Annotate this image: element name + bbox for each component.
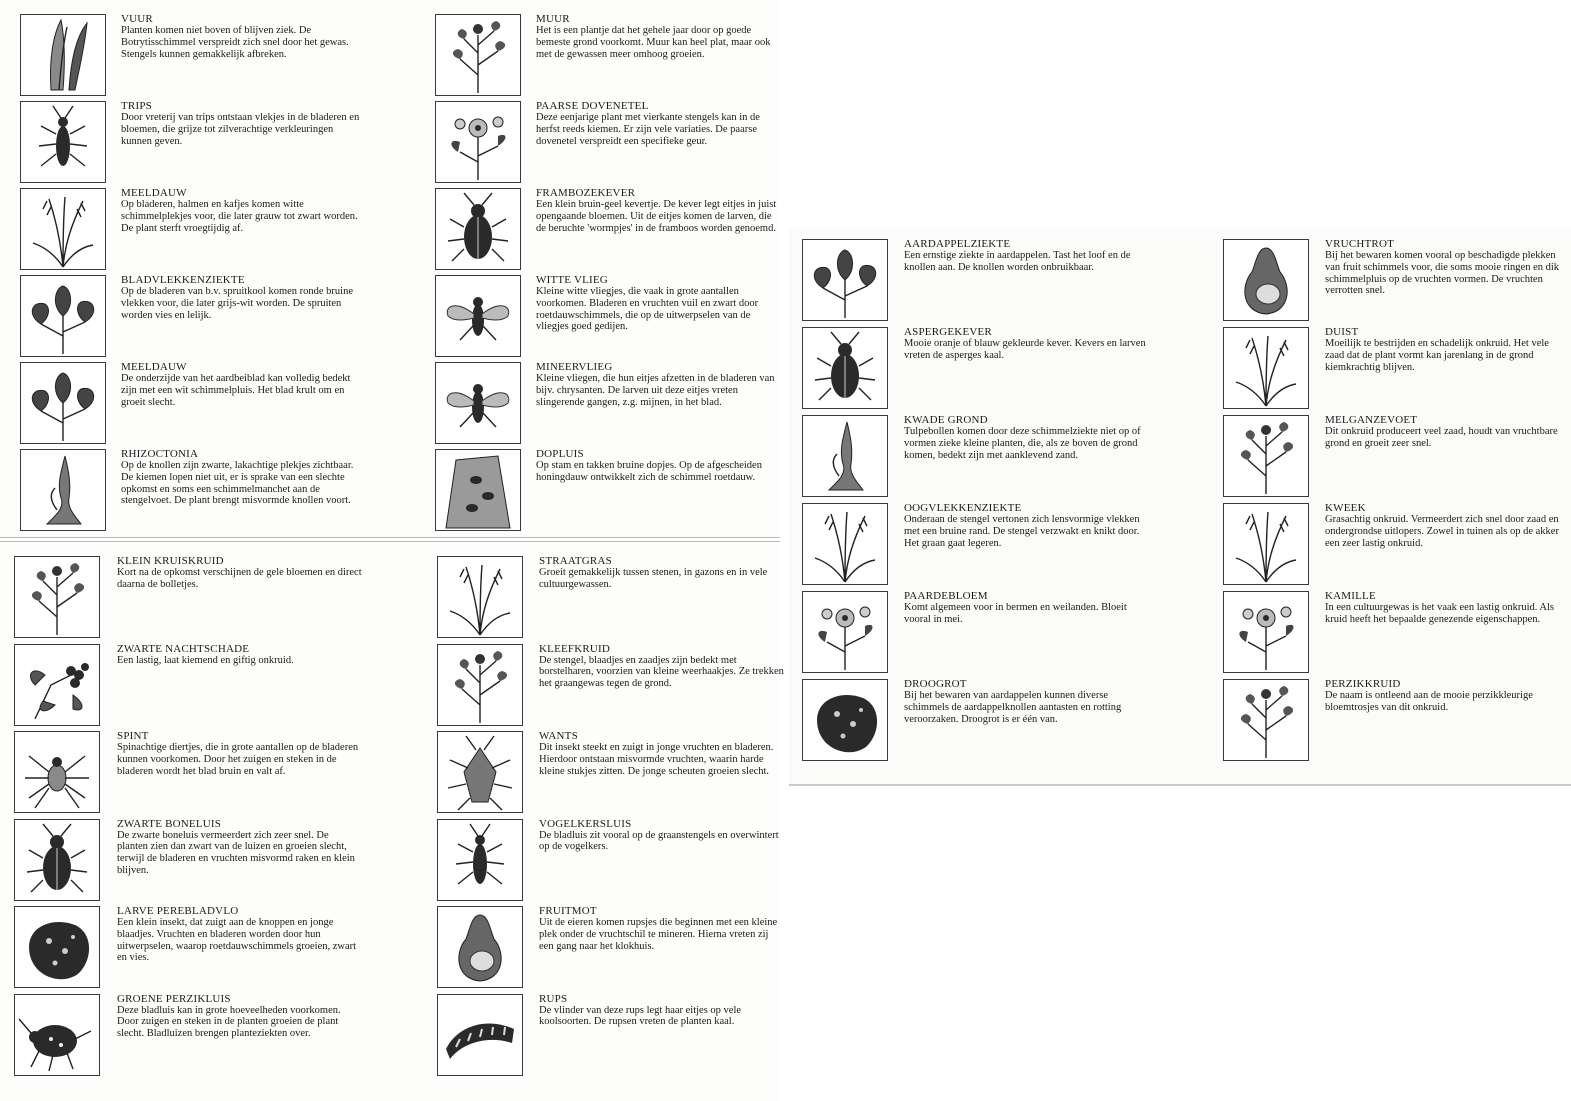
- grass-icon: [437, 556, 523, 638]
- entry-title: VOGELKERSLUIS: [539, 817, 632, 830]
- strawberry-plant-icon: [20, 362, 106, 444]
- entry-title: MINEERVLIEG: [536, 361, 613, 373]
- entry-title: BLADVLEKKENZIEKTE: [121, 274, 245, 286]
- pest-card-panel-right: [789, 228, 1571, 786]
- potato-leaf-icon: [802, 239, 888, 321]
- entry-title: RUPS: [539, 992, 568, 1005]
- scale-insect-icon: [435, 449, 521, 531]
- green-aphid-icon: [14, 994, 100, 1076]
- entry-title: MEELDAUW: [121, 361, 187, 373]
- entry-description: Komt algemeen voor in bermen en weilanden. Bloeit vooral in mei.: [904, 602, 1127, 625]
- beetle-icon: [435, 188, 521, 270]
- entry-title: GROENE PERZIKLUIS: [117, 992, 231, 1005]
- whitefly-icon: [435, 275, 521, 357]
- entry-title: ZWARTE BONELUIS: [117, 817, 222, 830]
- entry-title: FRUITMOT: [539, 905, 597, 917]
- chamomile-icon: [1223, 591, 1309, 673]
- tulip-bulb-icon: [802, 415, 888, 497]
- couch-grass-icon: [1223, 503, 1309, 585]
- pest-card-panel-bottom-left: [0, 541, 784, 1101]
- entry-description: Uit de eieren komen rupsjes die beginnen met een kleine plek onder de vruchtschil te mineren. Hierna vreten zij een gang naar het klokhuis.: [539, 917, 778, 952]
- entry-title: KWEEK: [1325, 502, 1366, 514]
- entry-title: KWADE GROND: [904, 414, 988, 426]
- aphid-icon: [14, 819, 100, 901]
- redshank-icon: [1223, 679, 1309, 761]
- entry-description: Deze bladluis kan in grote hoeveelheden voorkomen. Door zuigen en steken in de planten groeien de plant slecht. Bladluizen brengen planteziekten over.: [117, 1004, 341, 1040]
- spider-mite-icon: [14, 731, 100, 813]
- dead-nettle-icon: [435, 101, 521, 183]
- entry-title: DUIST: [1325, 326, 1359, 338]
- entry-title: ZWARTE NACHTSCHADE: [117, 642, 250, 655]
- entry-title: FRAMBOZEKEVER: [536, 187, 636, 199]
- entry-description: Een ernstige ziekte in aardappelen. Tast het loof en de knollen aan. De knollen worden onbruikbaar.: [904, 250, 1131, 273]
- entry-title: TRIPS: [121, 100, 152, 112]
- entry-title: RHIZOCTONIA: [121, 448, 199, 460]
- entry-description: Kort na de opkomst verschijnen de gele bloemen en direct daarna de bolletjes.: [117, 567, 362, 590]
- leaf-blade-icon: [20, 14, 106, 96]
- goosefoot-icon: [1223, 415, 1309, 497]
- entry-description: Bij het bewaren van aardappelen kunnen diverse schimmels de aardappelknollen aantasten en rotting veroorzaken. Droogrot is er één van.: [904, 690, 1122, 725]
- grain-stalk-icon: [20, 188, 106, 270]
- entry-description: Een klein insekt, dat zuigt aan de knoppen en jonge blaadjes. Vruchten en bladeren worden door hun uitwerpselen, waarop roetdauwschimmels groeien, zwart en vies.: [117, 917, 357, 964]
- asparagus-beetle-icon: [802, 327, 888, 409]
- entry-description: Op de bladeren van b.v. spruitkool komen ronde bruine vlekken voor, die later grijs-wit worden. De spruiten worden vies en lelijk.: [121, 286, 354, 321]
- nightshade-berries-icon: [14, 644, 100, 726]
- entry-title: ASPERGEKEVER: [904, 326, 992, 338]
- entry-title: SPINT: [117, 730, 149, 742]
- entry-description: Door vreterij van trips ontstaan vlekjes in de bladeren en bloemen, die grijze tot zilverachtige verkleuringen kunnen geven.: [121, 112, 360, 147]
- pear-psylla-icon: [14, 906, 100, 988]
- blackgrass-icon: [1223, 327, 1309, 409]
- cereal-stem-icon: [802, 503, 888, 585]
- thrips-insect-icon: [20, 101, 106, 183]
- entry-description: Op bladeren, halmen en kafjes komen witte schimmelplekjes voor, die later grauw tot zwart worden. De plant sterft vroegtijdig af.: [121, 199, 358, 234]
- entry-description: Een klein bruin-geel kevertje. De kever legt eitjes in juist opengaande bloemen. Uit de eitjes komen de larven, die de beruchte 'wormpjes' in de framboos worden genoemd.: [536, 199, 777, 234]
- entry-description: Het is een plantje dat het gehele jaar door op goede bemeste grond voorkomt. Muur kan heel plat, maar ook met de gewassen meer omhoog groeien.: [536, 25, 771, 60]
- caterpillar-icon: [437, 994, 523, 1076]
- entry-description: Dit onkruid produceert veel zaad, houdt van vruchtbare grond en groeit zeer snel.: [1325, 426, 1558, 449]
- entry-title: STRAATGRAS: [539, 555, 612, 567]
- codling-moth-icon: [437, 906, 523, 988]
- entry-description: Groeit gemakkelijk tussen stenen, in gazons en in vele cultuurgewassen.: [539, 567, 768, 590]
- entry-description: Grasachtig onkruid. Vermeerdert zich snel door zaad en ondergrondse uitlopers. Zowel in tuinen als op de akker een zeer lastig onkruid.: [1325, 514, 1559, 549]
- entry-description: Deze eenjarige plant met vierkante stengels kan in de herfst reeds kiemen. Er zijn vele variaties. De paarse dovenetel verspreidt een specifieke geur.: [536, 112, 760, 147]
- entry-title: DROOGROT: [904, 678, 967, 690]
- entry-description: De zwarte boneluis vermeerdert zich zeer snel. De planten zien dan zwart van de luizen en groeien slecht, terwijl de bladeren en vruchten misvormd raken en klein blijven.: [117, 829, 355, 876]
- groundsel-icon: [14, 556, 100, 638]
- rotten-pear-icon: [1223, 239, 1309, 321]
- entry-title: KLEEFKRUID: [539, 642, 611, 655]
- entry-title: WANTS: [539, 730, 578, 742]
- entry-description: De vlinder van deze rups legt haar eitjes op vele koolsoorten. De rupsen vreten de planten kaal.: [539, 1004, 742, 1028]
- pest-card-panel-top-left: [0, 0, 780, 538]
- rotten-potato-icon: [802, 679, 888, 761]
- spotted-leaf-icon: [20, 275, 106, 357]
- tuber-icon: [20, 449, 106, 531]
- entry-title: AARDAPPELZIEKTE: [904, 238, 1011, 250]
- entry-title: KLEIN KRUISKRUID: [117, 555, 224, 567]
- entry-description: Mooie oranje of blauw gekleurde kever. Kevers en larven vreten de asperges kaal.: [904, 338, 1146, 361]
- chickweed-icon: [435, 14, 521, 96]
- entry-description: De stengel, blaadjes en zaadjes zijn bedekt met borstelharen, voorzien van kleine weerhaakjes. Ze trekken het graangewas tegen de grond.: [539, 654, 784, 690]
- entry-description: De naam is ontleend aan de mooie perzikkleurige bloemtrosjes van dit onkruid.: [1325, 690, 1533, 713]
- entry-title: LARVE PEREBLADVLO: [117, 905, 239, 917]
- entry-description: Op stam en takken bruine dopjes. Op de afgescheiden honingdauw ontwikkelt zich de schimmel roetdauw.: [536, 460, 762, 483]
- fly-icon: [435, 362, 521, 444]
- entry-description: Spinachtige diertjes, die in grote aantallen op de bladeren kunnen voorkomen. Door het zuigen en steken in de bladeren wordt het blad bruin en valt af.: [117, 742, 359, 777]
- entry-description: De onderzijde van het aardbeiblad kan volledig bedekt zijn met een wit schimmelpluis. Het blad krult om en groeit slecht.: [121, 373, 351, 408]
- dandelion-icon: [802, 591, 888, 673]
- entry-description: In een cultuurgewas is het vaak een lastig onkruid. Als kruid heeft het bepaalde genezende eigenschappen.: [1325, 602, 1555, 625]
- entry-description: Planten komen niet boven of blijven ziek. De Botrytisschimmel verspreidt zich snel door het gewas. Stengels kunnen gemakkelijk afbreken.: [121, 25, 349, 60]
- entry-title: OOGVLEKKENZIEKTE: [904, 502, 1022, 514]
- bug-icon: [437, 731, 523, 813]
- entry-title: VUUR: [121, 13, 153, 25]
- entry-title: KAMILLE: [1325, 590, 1376, 602]
- entry-description: Een lastig, laat kiemend en giftig onkruid.: [117, 654, 294, 666]
- entry-description: Dit insekt steekt en zuigt in jonge vruchten en bladeren. Hierdoor ontstaan misvormde vruchten, waarin harde kleine stukjes zitten. De jonge scheuten groeien slecht.: [539, 742, 774, 777]
- entry-title: PERZIKKRUID: [1325, 678, 1401, 690]
- cleavers-icon: [437, 644, 523, 726]
- entry-description: Kleine vliegen, die hun eitjes afzetten in de bladeren van bijv. chrysanten. De larven uit deze eitjes vreten slingerende gangen, z.g. mijnen, in het blad.: [536, 373, 775, 408]
- entry-description: Kleine witte vliegjes, die vaak in grote aantallen voorkomen. Bladeren en vruchten vuil en zwart door roetdauwschimmels, die op de uitwerpselen van de vliegjes goed gedijen.: [536, 286, 759, 333]
- entry-description: Bij het bewaren komen vooral op beschadigde plekken van fruit schimmels voor, die soms mooie ringen en dik schimmelpluis op de vruchten vormen. De vruchten verrotten snel.: [1325, 250, 1560, 297]
- entry-description: Moeilijk te bestrijden en schadelijk onkruid. Het vele zaad dat de plant vormt kan jarenlang in de grond kiemkrachtig blijven.: [1325, 338, 1549, 373]
- entry-title: PAARDEBLOEM: [904, 590, 988, 602]
- entry-title: MUUR: [536, 13, 570, 25]
- entry-title: MELGANZEVOET: [1325, 414, 1418, 426]
- entry-title: DOPLUIS: [536, 448, 584, 460]
- entry-description: De bladluis zit vooral op de graanstengels en overwintert op de vogelkers.: [539, 829, 779, 853]
- entry-description: Tulpebollen komen door deze schimmelziekte niet op of vormen zieke kleine planten, die, als ze boven de grond komen, bedekt zijn met aanklevend zand.: [904, 426, 1141, 461]
- entry-description: Onderaan de stengel vertonen zich lensvormige vlekken met een bruine rand. De stengel verzwakt en knikt door. Het graan gaat legeren.: [904, 514, 1140, 549]
- entry-title: VRUCHTROT: [1325, 238, 1395, 250]
- entry-title: WITTE VLIEG: [536, 274, 608, 286]
- entry-description: Op de knollen zijn zwarte, lakachtige plekjes zichtbaar. De kiemen lopen niet uit, er is sprake van een slechte opkomst en soms een schimmelmanchet aan de stengelvoet. De plant brengt misvormde knollen voort.: [121, 460, 354, 507]
- entry-title: MEELDAUW: [121, 187, 187, 199]
- cherry-aphid-icon: [437, 819, 523, 901]
- entry-title: PAARSE DOVENETEL: [536, 100, 649, 112]
